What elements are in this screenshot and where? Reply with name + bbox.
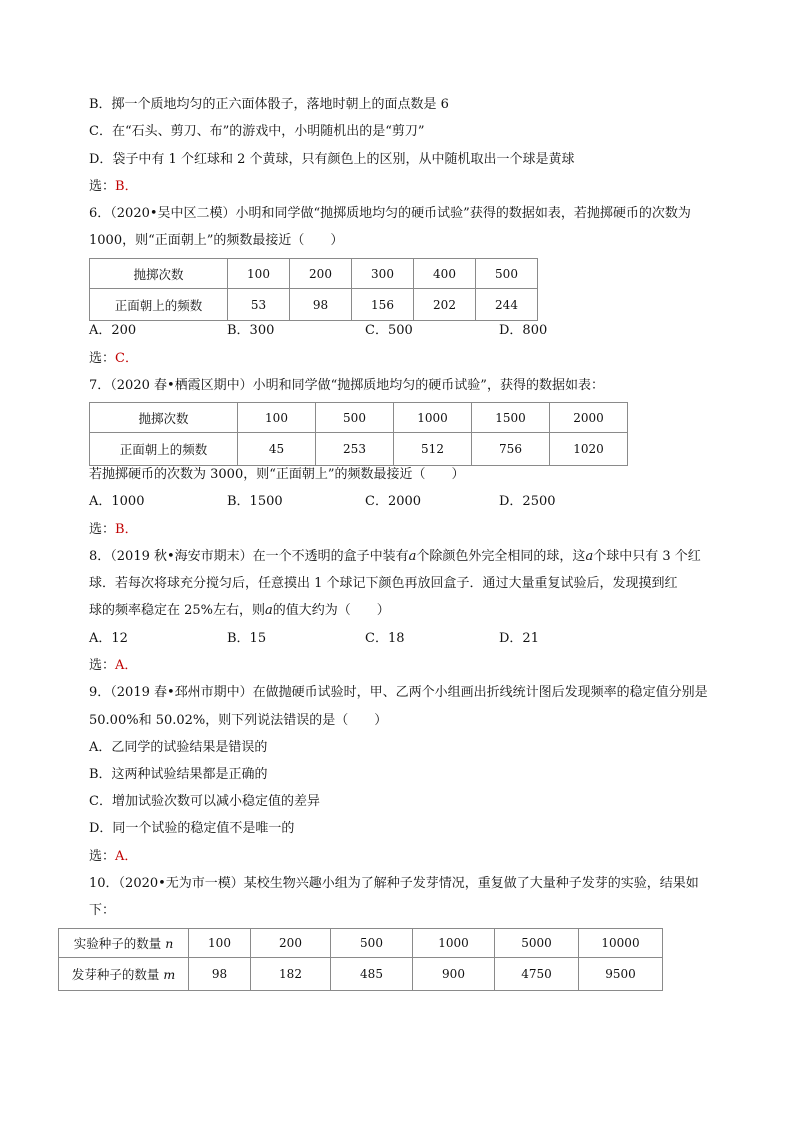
q8-option-c: C．18 — [365, 631, 405, 646]
q6-option-c: C．500 — [365, 323, 413, 338]
table-cell: 512 — [394, 433, 472, 466]
q9-stem-line1: 9．（2019 春•邳州市期中）在做抛硬币试验时，甲、乙两个小组画出折线统计图后发现频率的稳定值分别是 — [89, 685, 708, 700]
q5-option-d: D．袋子中有 1 个红球和 2 个黄球，只有颜色上的区别，从中随机取出一个球是黄球 — [89, 152, 575, 167]
table-cell: 100 — [238, 403, 316, 433]
table-cell: 正面朝上的频数 — [90, 289, 228, 321]
table-cell: 156 — [352, 289, 414, 321]
table-row — [90, 433, 628, 466]
q8-option-b: B．15 — [227, 631, 267, 646]
q7-option-d: D．2500 — [499, 494, 556, 509]
table-cell: 98 — [290, 289, 352, 321]
table-cell — [59, 929, 189, 958]
table-cell: 253 — [316, 433, 394, 466]
table-row — [90, 403, 628, 433]
q7-option-c: C．2000 — [365, 494, 422, 509]
q7-stem-line2: 若抛掷硬币的次数为 3000，则“正面朝上”的频数最接近（ ） — [89, 467, 465, 482]
table-row — [90, 259, 538, 289]
row-label: 实验种子的数量 — [73, 936, 162, 951]
q8-answer — [89, 658, 137, 674]
table-cell: 485 — [331, 958, 413, 991]
table-cell: 300 — [352, 259, 414, 289]
q5-option-b: B．掷一个质地均匀的正六面体骰子，落地时朝上的面点数是 6 — [89, 97, 449, 112]
table-cell: 1500 — [472, 403, 550, 433]
table-cell: 500 — [476, 259, 538, 289]
table-cell: 1000 — [413, 929, 495, 958]
q6-answer — [89, 351, 138, 367]
table-cell: 244 — [476, 289, 538, 321]
q5-answer — [89, 179, 138, 195]
variable-a: a — [265, 603, 273, 618]
table-cell: 202 — [414, 289, 476, 321]
table-cell: 100 — [228, 259, 290, 289]
q8-option-d: D．21 — [499, 631, 539, 646]
q9-option-b: B．这两种试验结果都是正确的 — [89, 767, 268, 782]
table-cell: 756 — [472, 433, 550, 466]
text-segment: 8．（2019 秋•海安市期末）在一个不透明的盒子中装有 — [89, 549, 409, 564]
table-row — [90, 289, 538, 321]
table-cell: 98 — [189, 958, 251, 991]
answer-prefix: 选： — [89, 849, 116, 864]
answer-value: A． — [115, 658, 138, 673]
q9-answer — [89, 849, 137, 865]
q8-stem-line3 — [89, 603, 390, 619]
q7-answer — [89, 522, 138, 538]
table-cell: 10000 — [579, 929, 663, 958]
text-segment: 个除颜色外完全相同的球，这 — [416, 549, 586, 564]
table-cell: 53 — [228, 289, 290, 321]
table-cell: 9500 — [579, 958, 663, 991]
table-cell: 900 — [413, 958, 495, 991]
table-cell: 200 — [290, 259, 352, 289]
q8-stem-line2: 球．若每次将球充分搅匀后，任意摸出 1 个球记下颜色再放回盒子．通过大量重复试验后，发现摸到红 — [89, 576, 678, 591]
answer-value: C． — [115, 351, 138, 366]
table-cell: 200 — [251, 929, 331, 958]
q10-stem-line1: 10．（2020•无为市一模）某校生物兴趣小组为了解种子发芽情况，重复做了大量种子发芽的实验，结果如 — [89, 876, 699, 891]
answer-value: B． — [115, 522, 138, 537]
table-cell: 100 — [189, 929, 251, 958]
table-cell: 2000 — [550, 403, 628, 433]
table-cell: 1020 — [550, 433, 628, 466]
q9-stem-line2: 50.00%和 50.02%，则下列说法错误的是（ ） — [89, 713, 388, 728]
q7-option-b: B．1500 — [227, 494, 283, 509]
row-label: 发芽种子的数量 — [71, 967, 160, 982]
variable-a: a — [585, 549, 594, 564]
q6-option-b: B．300 — [227, 323, 275, 338]
q10-data-table — [58, 928, 663, 991]
answer-value: B． — [115, 179, 138, 194]
q7-stem-line1: 7．（2020 春•栖霞区期中）小明和同学做“抛掷质地均匀的硬币试验”，获得的数据如表： — [89, 378, 604, 393]
table-row — [59, 929, 663, 958]
q6-option-d: D．800 — [499, 323, 548, 338]
q10-stem-line2: 下： — [89, 903, 116, 918]
q6-stem-line1: 6．（2020•吴中区二模）小明和同学做“抛掷质地均匀的硬币试验”获得的数据如表，若抛掷硬币的次数为 — [89, 206, 691, 221]
q9-option-d: D．同一个试验的稳定值不是唯一的 — [89, 821, 295, 836]
answer-prefix: 选： — [89, 351, 116, 366]
q8-stem-line1 — [89, 549, 701, 565]
answer-prefix: 选： — [89, 522, 116, 537]
answer-prefix: 选： — [89, 179, 116, 194]
q9-option-a: A．乙同学的试验结果是错误的 — [89, 740, 268, 755]
table-cell: 500 — [316, 403, 394, 433]
text-segment: 的值大约为（ ） — [272, 603, 390, 618]
table-cell: 正面朝上的频数 — [90, 433, 238, 466]
q7-data-table — [89, 402, 628, 466]
table-row — [59, 958, 663, 991]
table-cell: 5000 — [495, 929, 579, 958]
table-cell: 45 — [238, 433, 316, 466]
table-cell — [59, 958, 189, 991]
q9-option-c: C．增加试验次数可以减小稳定值的差异 — [89, 794, 320, 809]
table-cell: 抛掷次数 — [90, 259, 228, 289]
q5-option-c: C．在“石头、剪刀、布”的游戏中，小明随机出的是“剪刀” — [89, 124, 425, 139]
q6-option-a: A．200 — [89, 323, 137, 338]
variable-n: n — [165, 936, 174, 951]
answer-prefix: 选： — [89, 658, 116, 673]
table-cell: 1000 — [394, 403, 472, 433]
text-segment: 球的频率稳定在 25%左右，则 — [89, 603, 266, 618]
table-cell: 抛掷次数 — [90, 403, 238, 433]
text-segment: 个球中只有 3 个红 — [593, 549, 701, 564]
q7-option-a: A．1000 — [89, 494, 145, 509]
q6-stem-line2: 1000，则“正面朝上”的频数最接近（ ） — [89, 233, 344, 248]
q6-data-table — [89, 258, 538, 321]
table-cell: 4750 — [495, 958, 579, 991]
answer-value: A． — [115, 849, 138, 864]
table-cell: 182 — [251, 958, 331, 991]
table-cell: 400 — [414, 259, 476, 289]
variable-m: m — [163, 967, 176, 982]
variable-a: a — [408, 549, 417, 564]
table-cell: 500 — [331, 929, 413, 958]
q8-option-a: A．12 — [89, 631, 128, 646]
